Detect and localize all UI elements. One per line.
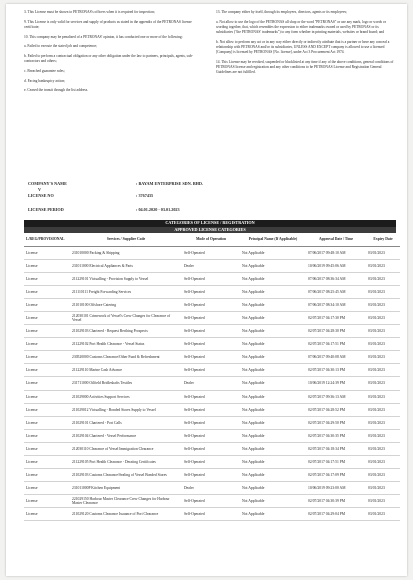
table-cell: Not Applicable <box>240 390 306 403</box>
condition-clause: a. Failed to execute the stated job and competence; <box>24 44 98 49</box>
table-cell: 02/07/2017 04:18:34 PM <box>306 442 366 455</box>
table-cell: 211029103 Chartered - Request Berthing Prospects <box>70 325 182 338</box>
column-header: Services / Supplier Code <box>70 233 182 247</box>
table-cell: 211029012 Victualling - Bonded Stores Supply to Vessel <box>70 403 182 416</box>
table-cell: 211229102 Port Health Clearance - Vessel Status <box>70 338 182 351</box>
table-row <box>24 390 400 403</box>
license-number-row <box>24 193 394 199</box>
table-cell: License <box>24 403 70 416</box>
table-cell: Not Applicable <box>240 272 306 285</box>
table-cell: 211029000 Activities Support Services <box>70 390 182 403</box>
table-cell: 03/01/2023 <box>366 469 400 482</box>
table-row <box>24 272 400 285</box>
condition-clause: a. Not allow to use the logo of the PETRONAS all shop or the word "PETRONAS" or use any mark, logo or words or wording together, that, which resembles the expression to either trademarks owned or used by PETRONAS or its subsidiaries ("the PETRONAS' trademarks") to any form whether in printing materials, websites or brand board; and <box>216 19 386 35</box>
table-cell: 02/07/2017 04:30:39 PM <box>306 495 366 508</box>
table-cell: Not Applicable <box>240 285 306 298</box>
table-row <box>24 416 400 429</box>
table-cell: 07/06/2017 08:25:45 AM <box>306 285 366 298</box>
table-cell: 211229110 Marine Cash Advance <box>70 364 182 377</box>
table-cell: Not Applicable <box>240 508 306 521</box>
table-cell: 211029101 Chartered - Port Calls <box>70 416 182 429</box>
column-header: Approval Date / Time <box>306 233 366 247</box>
table-cell: 231010000 Packing & Shipping <box>70 246 182 259</box>
table-cell: 03/01/2023 <box>366 351 400 364</box>
table-row <box>24 351 400 364</box>
table-cell: License <box>24 508 70 521</box>
table-cell: 211029104 Chartered - Vessel Performance <box>70 429 182 442</box>
table-row <box>24 311 400 324</box>
table-cell: Not Applicable <box>240 298 306 311</box>
table-cell: License <box>24 456 70 469</box>
condition-clause: e. Ceased the transit through the list address. <box>24 88 89 93</box>
condition-clause: 9. This License is only valid for services and supply of products as stated in the appendix of the PETRONAS license certificate; <box>24 19 192 29</box>
table-cell: Self-Operated <box>182 442 240 455</box>
table-cell: License <box>24 429 70 442</box>
table-cell: Dealer <box>182 259 240 272</box>
table-cell: License <box>24 377 70 390</box>
table-cell: Self-Operated <box>182 456 240 469</box>
license-categories-table <box>24 233 400 522</box>
table-cell: 02/07/2017 04:29:50 PM <box>306 416 366 429</box>
table-cell: Not Applicable <box>240 364 306 377</box>
table-cell: License <box>24 246 70 259</box>
table-row <box>24 469 400 482</box>
table-cell: 03/01/2023 <box>366 482 400 495</box>
table-cell: Self-Operated <box>182 508 240 521</box>
table-cell: Dealer <box>182 377 240 390</box>
table-cell: 02/07/2017 04:29:04 PM <box>306 508 366 521</box>
table-cell: 211110111 Freight Forwarding Services <box>70 285 182 298</box>
table-row <box>24 338 400 351</box>
table-cell: Not Applicable <box>240 442 306 455</box>
company-name-value: : BAYAM ENTERPRISE SDN. BHD. <box>136 181 203 186</box>
condition-clause: 3. This License must be shown to PETRONAS's officers when it is required for inspection; <box>24 10 155 14</box>
license-number-label: LICENSE NO <box>28 193 54 198</box>
table-cell: 02/07/2017 04:30:13 PM <box>306 364 366 377</box>
table-body <box>24 246 400 521</box>
table-cell: License <box>24 351 70 364</box>
conditions-left-column <box>24 10 204 98</box>
table-cell: License <box>24 390 70 403</box>
table-cell: Self-Operated <box>182 416 240 429</box>
table-cell: License <box>24 259 70 272</box>
license-period-value: : 04.01.2020 - 03.01.2023 <box>136 207 180 212</box>
table-cell: Dealer <box>182 482 240 495</box>
table-row <box>24 298 400 311</box>
table-cell: Not Applicable <box>240 325 306 338</box>
table-cell: License <box>24 482 70 495</box>
company-name-label: COMPANY'S NAME <box>28 181 67 186</box>
table-cell: License <box>24 364 70 377</box>
table-cell: Not Applicable <box>240 259 306 272</box>
table-row <box>24 456 400 469</box>
table-cell: 02/07/2017 04:17:09 PM <box>306 469 366 482</box>
column-header: L/REG/PROVISIONAL <box>24 233 70 247</box>
table-row <box>24 482 400 495</box>
table-cell: 02/07/2017 04:30:35 PM <box>306 429 366 442</box>
table-cell: Self-Operated <box>182 285 240 298</box>
table-cell: 10/06/2019 09:23:00 AM <box>306 482 366 495</box>
column-header: Expiry Date <box>366 233 400 247</box>
table-cell: Self-Operated <box>182 364 240 377</box>
license-categories-section <box>24 220 396 521</box>
table-cell: 07/06/2017 09:40:08 AM <box>306 351 366 364</box>
table-row <box>24 377 400 390</box>
table-row <box>24 442 400 455</box>
categories-title: CATEGORIES OF LICENSE / REGISTRATION <box>24 220 396 227</box>
license-number-value: : 3767435 <box>136 193 154 198</box>
table-cell: 03/01/2023 <box>366 364 400 377</box>
condition-clause: c. Breached guarantee rules; <box>24 68 65 73</box>
table-cell: 03/01/2023 <box>366 442 400 455</box>
table-cell: 10/06/2019 09:45:06 AM <box>306 259 366 272</box>
approved-categories-title: APPROVED LICENSE CATEGORIES <box>24 227 396 233</box>
table-cell: Not Applicable <box>240 403 306 416</box>
table-cell: 03/01/2023 <box>366 272 400 285</box>
table-cell: Not Applicable <box>240 416 306 429</box>
table-cell: Self-Operated <box>182 495 240 508</box>
table-row <box>24 325 400 338</box>
table-cell: Self-Operated <box>182 351 240 364</box>
table-row <box>24 364 400 377</box>
table-cell: Not Applicable <box>240 495 306 508</box>
column-header: Principal Name (If Applicable) <box>240 233 306 247</box>
table-cell: License <box>24 298 70 311</box>
table-cell: Self-Operated <box>182 311 240 324</box>
condition-clause: d. Facing bankruptcy action; <box>24 78 66 83</box>
table-cell: Not Applicable <box>240 482 306 495</box>
table-cell: 03/01/2023 <box>366 298 400 311</box>
table-row <box>24 285 400 298</box>
license-period-label: LICENSE PERIOD <box>28 207 64 212</box>
table-cell: 211010100 Offshore Catering <box>70 298 182 311</box>
table-cell: Self-Operated <box>182 469 240 482</box>
conditions-right-column <box>216 10 396 80</box>
table-cell: Self-Operated <box>182 338 240 351</box>
table-row <box>24 246 400 259</box>
table-cell: 03/01/2023 <box>366 456 400 469</box>
table-cell: 02/07/2017 04:17:30 PM <box>306 311 366 324</box>
table-cell: License <box>24 285 70 298</box>
condition-clause: 10. This company may be penalized of a PETRONAS' opinion, it has conducted one or more of the following: <box>24 34 183 39</box>
table-cell: 03/01/2023 <box>366 429 400 442</box>
table-cell: License <box>24 338 70 351</box>
table-cell: 03/01/2023 <box>366 285 400 298</box>
table-cell: 03/01/2023 <box>366 338 400 351</box>
table-cell: 212030101 Crimework of Vessel's Crew Changes for Clearance of Vessel <box>70 311 182 324</box>
table-cell: Not Applicable <box>240 351 306 364</box>
table-cell: 03/01/2023 <box>366 495 400 508</box>
table-cell: 03/01/2023 <box>366 311 400 324</box>
table-cell: Self-Operated <box>182 403 240 416</box>
table-cell: 03/01/2023 <box>366 508 400 521</box>
table-cell: Self-Operated <box>182 298 240 311</box>
table-cell: 02/07/2017 04:28:30 PM <box>306 325 366 338</box>
table-cell: Self-Operated <box>182 390 240 403</box>
table-cell: Not Applicable <box>240 429 306 442</box>
table-cell: 03/01/2023 <box>366 246 400 259</box>
table-row <box>24 429 400 442</box>
table-cell: License <box>24 416 70 429</box>
table-cell: 10/06/2019 12:24:39 PM <box>306 377 366 390</box>
condition-clause: b. Not allow to perform any act or in any way either directly or indirectly attribute that is a partner or have any conceal a relationship with PETRONAS and/or its subsidiaries, UNLESS AND EXCEPT company is allowed to use a licensed [Company] is licensed by PETRONAS [No. license], under Act 3 Procurement Act 1974. <box>216 39 390 55</box>
table-cell: 02/07/2017 04:28:52 PM <box>306 403 366 416</box>
table-cell: 231711000 Oilfield Bridleshafts Textiles <box>70 377 182 390</box>
table-cell: 231011000P Kitchen Equipment <box>70 482 182 495</box>
table-cell: 02/07/2017 04:17:51 PM <box>306 338 366 351</box>
table-cell: 07/06/2017 08:36:34 AM <box>306 272 366 285</box>
table-cell: 07/06/2017 09:48:10 AM <box>306 246 366 259</box>
condition-clause: 14. This License may be revoked, suspended or blacklisted at any time if any of the above conditions, general conditions of PETRONAS license and registration and any other conditions to be PETRONAS License and Registration General Guidelines are not fulfilled. <box>216 59 394 75</box>
table-cell: 02/07/2017 09:36:13 AM <box>306 390 366 403</box>
license-conditions <box>24 10 396 160</box>
table-row <box>24 495 400 508</box>
table-cell: License <box>24 325 70 338</box>
table-cell: 211229105 Port Health Clearance - Derating Certificates <box>70 456 182 469</box>
table-cell: Self-Operated <box>182 246 240 259</box>
company-symbol: V <box>38 187 42 192</box>
table-cell: 07/06/2017 08:34:10 AM <box>306 298 366 311</box>
table-cell: 03/01/2023 <box>366 259 400 272</box>
table-cell: Not Applicable <box>240 311 306 324</box>
table-cell: Not Applicable <box>240 456 306 469</box>
table-cell: 03/01/2023 <box>366 325 400 338</box>
table-cell: 211029120 Customs Clearance Issuance of Port Clearance <box>70 508 182 521</box>
table-header-row <box>24 233 400 247</box>
table-cell: 212030110 Clearance of Vessel Immigration Clearance <box>70 442 182 455</box>
table-cell: License <box>24 311 70 324</box>
table-cell: 211229101 Victualling - Provision Supply to Vessel <box>70 272 182 285</box>
table-cell: 211029103 Customs Clearance/Sealing of Vessel Bonded Stores <box>70 469 182 482</box>
table-cell: License <box>24 272 70 285</box>
table-cell: Self-Operated <box>182 429 240 442</box>
table-cell: Self-Operated <box>182 325 240 338</box>
table-cell: Self-Operated <box>182 272 240 285</box>
table-row <box>24 508 400 521</box>
column-header: Mode of Operation <box>182 233 240 247</box>
license-period-row <box>24 207 394 213</box>
table-cell: Not Applicable <box>240 246 306 259</box>
table-cell: License <box>24 442 70 455</box>
table-cell: 231011000 Electrical Appliances & Parts <box>70 259 182 272</box>
table-cell: 03/01/2023 <box>366 377 400 390</box>
table-cell: License <box>24 495 70 508</box>
table-row <box>24 403 400 416</box>
table-cell: 03/01/2023 <box>366 416 400 429</box>
condition-clause: b. Failed to perform a contractual obligation or any other obligation under the law to partners, principals, agents, sub-contractors and others; <box>24 54 193 64</box>
table-cell: 230520000 Customs Clearance/Other Fund & Refreshment <box>70 351 182 364</box>
table-cell: Not Applicable <box>240 338 306 351</box>
table-cell: 03/01/2023 <box>366 390 400 403</box>
table-cell: License <box>24 469 70 482</box>
table-cell: Not Applicable <box>240 377 306 390</box>
table-cell: 02/07/2017 04:17:51 PM <box>306 456 366 469</box>
table-cell: 221029150 Harbour Master Clearance Crew Changes for Harbour Master Clearance <box>70 495 182 508</box>
condition-clause: 13. The company either by itself, through its employees, directors, agents or its employees; <box>216 10 347 14</box>
table-cell: Not Applicable <box>240 469 306 482</box>
table-row <box>24 259 400 272</box>
table-cell: 03/01/2023 <box>366 403 400 416</box>
document-page <box>6 4 407 576</box>
